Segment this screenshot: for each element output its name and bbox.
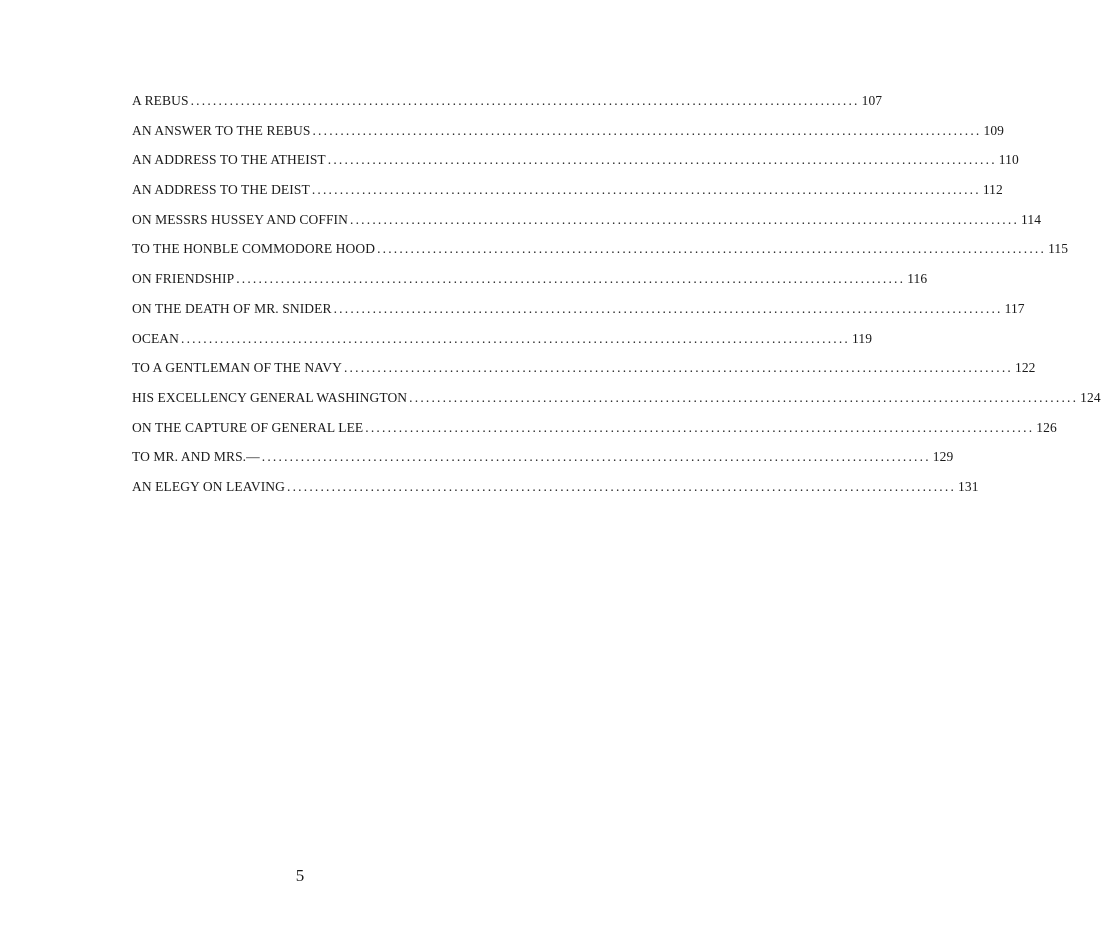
toc-entry-page: 109 <box>983 122 1005 138</box>
dot-leader: ........................................................................................................................ <box>311 182 981 198</box>
toc-entry-page: 126 <box>1036 419 1057 435</box>
toc-entry-page: 131 <box>958 478 979 494</box>
toc-entry <box>132 330 873 361</box>
toc-entry-page: 117 <box>1004 300 1025 316</box>
table-of-contents <box>132 93 1101 509</box>
toc-entry-title: AN ELEGY ON LEAVING <box>132 478 286 494</box>
dot-leader: ........................................................................................................................ <box>350 211 1020 227</box>
toc-entry-title: TO THE HONBLE COMMODORE HOOD <box>132 241 376 257</box>
toc-entry <box>132 211 1042 242</box>
toc-entry-title: TO MR. AND MRS.— <box>132 449 260 465</box>
toc-entry <box>132 152 1019 182</box>
toc-entry-title: ON FRIENDSHIP <box>132 271 235 287</box>
dot-leader: ........................................................................................................................ <box>312 122 982 138</box>
toc-entry <box>132 300 1025 331</box>
dot-leader: ........................................................................................................................ <box>236 271 906 287</box>
toc-entry-title: AN ANSWER TO THE REBUS <box>132 122 311 138</box>
toc-entry-page: 119 <box>852 330 873 346</box>
toc-entry-page: 116 <box>907 271 928 287</box>
toc-entry <box>132 360 1036 390</box>
toc-entry-page: 114 <box>1021 211 1042 227</box>
toc-entry-page: 122 <box>1014 360 1036 376</box>
toc-entry-title: OCEAN <box>132 330 179 346</box>
toc-entry-page: 115 <box>1048 241 1069 257</box>
toc-entry <box>132 93 883 123</box>
page-number: 5 <box>295 866 305 885</box>
toc-entry-title: AN ADDRESS TO THE DEIST <box>132 182 310 198</box>
toc-entry-title: TO A GENTLEMAN OF THE NAVY <box>132 360 342 376</box>
toc-entry-page: 129 <box>932 449 954 465</box>
toc-entry <box>132 389 1101 420</box>
dot-leader: ........................................................................................................................ <box>181 330 850 346</box>
dot-leader: ........................................................................................................................ <box>365 419 1035 435</box>
toc-entry <box>132 449 954 479</box>
dot-leader: ........................................................................................................................ <box>343 360 1013 376</box>
toc-entry-title: ON THE CAPTURE OF GENERAL LEE <box>132 419 364 435</box>
toc-entry-title: ON MESSRS HUSSEY AND COFFIN <box>132 211 349 227</box>
toc-entry <box>132 241 1069 271</box>
dot-leader: ........................................................................................................................ <box>333 300 1003 316</box>
toc-entry-page: 107 <box>861 93 883 108</box>
dot-leader: ........................................................................................................................ <box>327 152 997 168</box>
toc-entry-page: 124 <box>1080 389 1101 405</box>
dot-leader: ........................................................................................................................ <box>409 389 1079 405</box>
toc-entry <box>132 419 1057 450</box>
toc-entry <box>132 271 928 301</box>
toc-entry-page: 112 <box>982 182 1003 198</box>
toc-entry-title: A REBUS <box>132 93 189 108</box>
toc-entry-page: 110 <box>998 152 1019 168</box>
toc-entry <box>132 182 1003 212</box>
dot-leader: ........................................................................................................................ <box>377 241 1047 257</box>
dot-leader: ........................................................................................................................ <box>261 449 931 465</box>
toc-entry-title: HIS EXCELLENCY GENERAL WASHINGTON <box>132 389 408 405</box>
toc-entry-title: AN ADDRESS TO THE ATHEIST <box>132 152 326 168</box>
dot-leader: ........................................................................................................................ <box>287 478 957 494</box>
toc-entry <box>132 122 1005 153</box>
toc-entry <box>132 478 979 509</box>
toc-entry-title: ON THE DEATH OF MR. SNIDER <box>132 300 332 316</box>
dot-leader: ........................................................................................................................ <box>190 93 860 108</box>
